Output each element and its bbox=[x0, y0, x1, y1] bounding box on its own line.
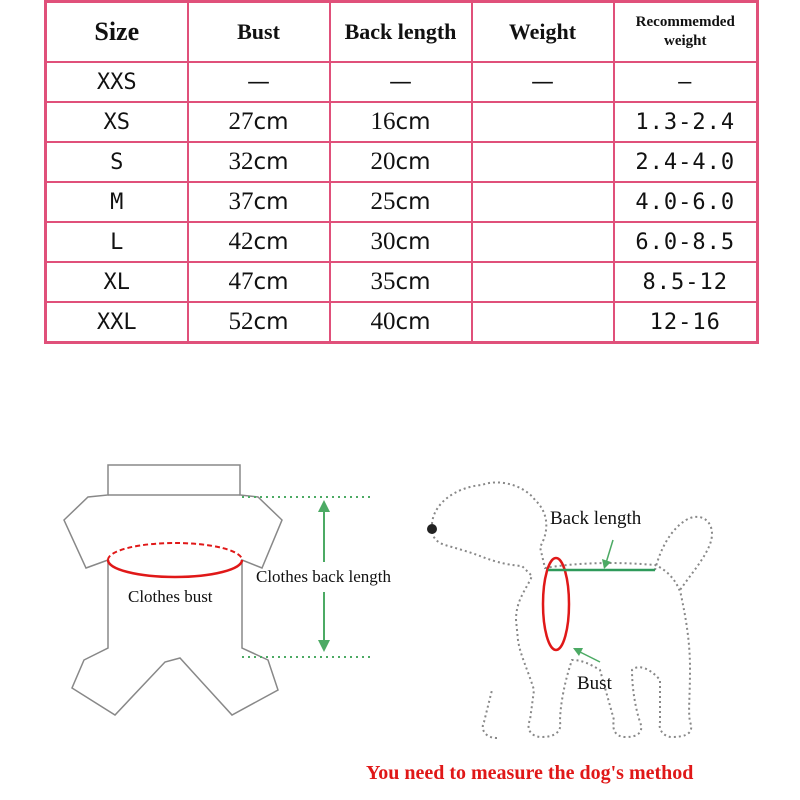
back-length-unit: cm bbox=[395, 109, 431, 135]
header-recommended-line2: weight bbox=[664, 33, 707, 49]
cell-weight bbox=[472, 302, 614, 343]
back-length-unit: cm bbox=[395, 309, 431, 335]
header-weight: Weight bbox=[472, 2, 614, 63]
back-length-unit: cm bbox=[395, 189, 431, 215]
clothes-bust-label: Clothes bust bbox=[128, 587, 213, 606]
cell-recommended: — bbox=[614, 62, 758, 102]
size-chart-table bbox=[44, 0, 759, 344]
dog-back-length-label: Back length bbox=[550, 508, 642, 529]
bust-value: 52 bbox=[228, 308, 254, 335]
back-length-value: 30 bbox=[370, 228, 396, 255]
table-row bbox=[46, 222, 758, 262]
cell-bust bbox=[188, 142, 330, 182]
header-recommended-weight bbox=[614, 2, 758, 63]
back-length-value: 40 bbox=[370, 308, 396, 335]
header-recommended-line1: Recommemded bbox=[635, 14, 735, 30]
bust-unit: cm bbox=[253, 269, 289, 295]
dog-nose-icon bbox=[427, 524, 437, 534]
dog-bust-label: Bust bbox=[577, 673, 612, 694]
cell-bust bbox=[188, 222, 330, 262]
back-length-value: 20 bbox=[370, 148, 396, 175]
table-row bbox=[46, 262, 758, 302]
back-length-unit: cm bbox=[395, 149, 431, 175]
bust-unit: cm bbox=[253, 229, 289, 255]
dog-bust-marker bbox=[543, 558, 569, 650]
cell-bust: — bbox=[188, 62, 330, 102]
cell-bust bbox=[188, 182, 330, 222]
cell-size: S bbox=[46, 142, 188, 182]
measurement-diagram bbox=[0, 430, 800, 800]
bust-value: 42 bbox=[228, 228, 254, 255]
cell-size: XS bbox=[46, 102, 188, 142]
cell-back-length: — bbox=[330, 62, 472, 102]
cell-back-length bbox=[330, 302, 472, 343]
table-row bbox=[46, 62, 758, 102]
bust-unit: cm bbox=[253, 109, 289, 135]
table-row bbox=[46, 182, 758, 222]
cell-recommended: 1.3-2.4 bbox=[614, 102, 758, 142]
cell-bust bbox=[188, 262, 330, 302]
cell-weight bbox=[472, 102, 614, 142]
table-header-row bbox=[46, 2, 758, 63]
cell-recommended: 4.0-6.0 bbox=[614, 182, 758, 222]
clothes-back-length-label: Clothes back length bbox=[256, 567, 392, 586]
cell-weight bbox=[472, 262, 614, 302]
bust-unit: cm bbox=[253, 149, 289, 175]
measurement-note: You need to measure the dog's method bbox=[366, 762, 694, 784]
cell-weight bbox=[472, 142, 614, 182]
header-size: Size bbox=[46, 2, 188, 63]
bust-unit: cm bbox=[253, 189, 289, 215]
cell-weight bbox=[472, 222, 614, 262]
cell-bust bbox=[188, 302, 330, 343]
table-row bbox=[46, 142, 758, 182]
cell-bust bbox=[188, 102, 330, 142]
cell-size: L bbox=[46, 222, 188, 262]
cell-back-length bbox=[330, 262, 472, 302]
cell-recommended: 2.4-4.0 bbox=[614, 142, 758, 182]
cell-back-length bbox=[330, 142, 472, 182]
table-row bbox=[46, 302, 758, 343]
cell-recommended: 12-16 bbox=[614, 302, 758, 343]
bust-value: 27 bbox=[228, 108, 254, 135]
bust-unit: cm bbox=[253, 309, 289, 335]
cell-weight: — bbox=[472, 62, 614, 102]
back-length-value: 16 bbox=[370, 108, 396, 135]
cell-back-length bbox=[330, 102, 472, 142]
bust-value: 32 bbox=[228, 148, 254, 175]
table-row bbox=[46, 102, 758, 142]
header-bust: Bust bbox=[188, 2, 330, 63]
back-length-unit: cm bbox=[395, 229, 431, 255]
cell-back-length bbox=[330, 182, 472, 222]
header-back-length: Back length bbox=[330, 2, 472, 63]
cell-back-length bbox=[330, 222, 472, 262]
back-length-value: 35 bbox=[370, 268, 396, 295]
cell-recommended: 6.0-8.5 bbox=[614, 222, 758, 262]
cell-recommended: 8.5-12 bbox=[614, 262, 758, 302]
back-length-unit: cm bbox=[395, 269, 431, 295]
bust-value: 47 bbox=[228, 268, 254, 295]
back-length-value: 25 bbox=[370, 188, 396, 215]
cell-weight bbox=[472, 182, 614, 222]
cell-size: XL bbox=[46, 262, 188, 302]
cell-size: M bbox=[46, 182, 188, 222]
cell-size: XXL bbox=[46, 302, 188, 343]
cell-size: XXS bbox=[46, 62, 188, 102]
bust-value: 37 bbox=[228, 188, 254, 215]
